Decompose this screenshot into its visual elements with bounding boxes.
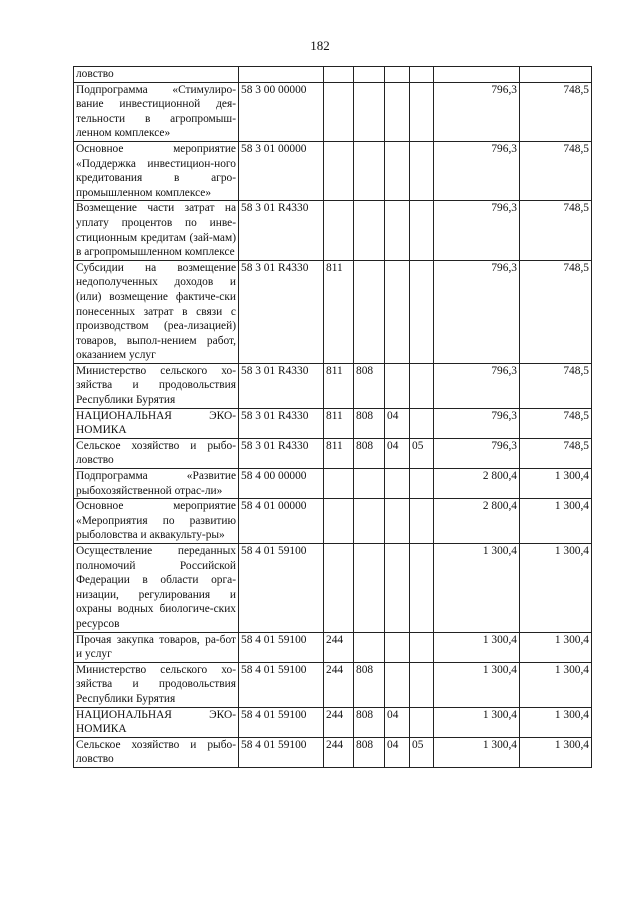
expense-type-cell: 244 — [324, 707, 354, 737]
table-row — [74, 141, 592, 200]
ministry-code-cell: 808 — [354, 438, 385, 468]
name-cell: Сельское хозяйство и рыбо-ловство — [74, 438, 239, 468]
name-cell: Министерство сельского хо-зяйства и продовольствия Республики Бурятия — [74, 363, 239, 408]
subsection-cell — [410, 82, 434, 141]
amount-2-cell: 748,5 — [520, 408, 592, 438]
subsection-cell — [410, 260, 434, 363]
amount-2-cell: 1 300,4 — [520, 737, 592, 767]
section-cell — [385, 260, 410, 363]
table-row — [74, 707, 592, 737]
ministry-code-cell: 808 — [354, 662, 385, 707]
target-code-cell: 58 4 01 59100 — [239, 544, 324, 633]
target-code-cell: 58 4 00 00000 — [239, 469, 324, 499]
section-cell — [385, 499, 410, 544]
ministry-code-cell — [354, 201, 385, 260]
amount-1-cell: 796,3 — [434, 438, 520, 468]
table-row — [74, 469, 592, 499]
name-cell: Основное мероприятие «Мероприятия по развитию рыболовства и аквакульту-ры» — [74, 499, 239, 544]
ministry-code-cell — [354, 141, 385, 200]
ministry-code-cell — [354, 632, 385, 662]
section-cell — [385, 544, 410, 633]
amount-2-cell: 1 300,4 — [520, 707, 592, 737]
subsection-cell — [410, 469, 434, 499]
subsection-cell — [410, 67, 434, 83]
subsection-cell: 05 — [410, 438, 434, 468]
amount-1-cell: 2 800,4 — [434, 469, 520, 499]
amount-1-cell: 796,3 — [434, 141, 520, 200]
expense-type-cell — [324, 201, 354, 260]
ministry-code-cell — [354, 67, 385, 83]
target-code-cell — [239, 67, 324, 83]
table-row — [74, 260, 592, 363]
target-code-cell: 58 3 01 R4330 — [239, 201, 324, 260]
expense-type-cell — [324, 67, 354, 83]
amount-2-cell: 1 300,4 — [520, 662, 592, 707]
amount-2-cell: 1 300,4 — [520, 632, 592, 662]
table-row — [74, 363, 592, 408]
ministry-code-cell — [354, 499, 385, 544]
amount-2-cell: 748,5 — [520, 141, 592, 200]
amount-1-cell: 1 300,4 — [434, 632, 520, 662]
name-cell: Сельское хозяйство и рыбо-ловство — [74, 737, 239, 767]
ministry-code-cell — [354, 544, 385, 633]
table-row — [74, 82, 592, 141]
name-cell: Прочая закупка товаров, ра-бот и услуг — [74, 632, 239, 662]
section-cell — [385, 662, 410, 707]
amount-2-cell: 1 300,4 — [520, 469, 592, 499]
subsection-cell: 05 — [410, 737, 434, 767]
page-number: 182 — [310, 38, 330, 53]
target-code-cell: 58 3 01 R4330 — [239, 260, 324, 363]
target-code-cell: 58 4 01 59100 — [239, 632, 324, 662]
section-cell — [385, 363, 410, 408]
table-row — [74, 499, 592, 544]
table-row — [74, 632, 592, 662]
target-code-cell: 58 4 01 59100 — [239, 662, 324, 707]
name-cell: Подпрограмма «Развитие рыбохозяйственной отрас-ли» — [74, 469, 239, 499]
section-cell: 04 — [385, 737, 410, 767]
target-code-cell: 58 3 00 00000 — [239, 82, 324, 141]
section-cell — [385, 141, 410, 200]
table-row — [74, 438, 592, 468]
name-cell: НАЦИОНАЛЬНАЯ ЭКО-НОМИКА — [74, 408, 239, 438]
section-cell — [385, 201, 410, 260]
subsection-cell — [410, 544, 434, 633]
section-cell — [385, 632, 410, 662]
name-cell: Основное мероприятие «Поддержка инвестицион-ного кредитования в агро-промышленном комплексе» — [74, 141, 239, 200]
ministry-code-cell: 808 — [354, 737, 385, 767]
table-row — [74, 201, 592, 260]
expense-type-cell: 244 — [324, 737, 354, 767]
amount-1-cell: 2 800,4 — [434, 499, 520, 544]
name-cell: Министерство сельского хо-зяйства и продовольствия Республики Бурятия — [74, 662, 239, 707]
section-cell — [385, 82, 410, 141]
name-cell: ловство — [74, 67, 239, 83]
subsection-cell — [410, 707, 434, 737]
subsection-cell — [410, 662, 434, 707]
amount-2-cell: 748,5 — [520, 363, 592, 408]
amount-1-cell: 796,3 — [434, 363, 520, 408]
target-code-cell: 58 3 01 R4330 — [239, 363, 324, 408]
ministry-code-cell: 808 — [354, 408, 385, 438]
ministry-code-cell — [354, 260, 385, 363]
expense-type-cell: 811 — [324, 408, 354, 438]
table-row — [74, 67, 592, 83]
amount-2-cell: 1 300,4 — [520, 544, 592, 633]
table-row — [74, 662, 592, 707]
name-cell: Возмещение части затрат на уплату процентов по инве-стиционным кредитам (зай-мам) в агропромышленном комплексе — [74, 201, 239, 260]
amount-2-cell: 748,5 — [520, 201, 592, 260]
amount-1-cell: 796,3 — [434, 260, 520, 363]
subsection-cell — [410, 408, 434, 438]
ministry-code-cell — [354, 469, 385, 499]
subsection-cell — [410, 363, 434, 408]
table-row — [74, 544, 592, 633]
subsection-cell — [410, 499, 434, 544]
section-cell — [385, 469, 410, 499]
section-cell — [385, 67, 410, 83]
amount-1-cell: 1 300,4 — [434, 544, 520, 633]
amount-1-cell: 1 300,4 — [434, 707, 520, 737]
section-cell: 04 — [385, 408, 410, 438]
amount-1-cell: 1 300,4 — [434, 737, 520, 767]
subsection-cell — [410, 632, 434, 662]
expense-type-cell — [324, 82, 354, 141]
target-code-cell: 58 4 01 00000 — [239, 499, 324, 544]
name-cell: НАЦИОНАЛЬНАЯ ЭКО-НОМИКА — [74, 707, 239, 737]
ministry-code-cell — [354, 82, 385, 141]
name-cell: Субсидии на возмещение недополученных доходов и (или) возмещение фактиче-ски понесенных затрат в связи с производством (реа-лизацией) товаров, выпол-нением работ, оказанием услуг — [74, 260, 239, 363]
amount-1-cell: 1 300,4 — [434, 662, 520, 707]
name-cell: Осуществление переданных полномочий Российской Федерации в области орга-низации, регулирования и охраны водных биологиче-ских ресурсов — [74, 544, 239, 633]
target-code-cell: 58 4 01 59100 — [239, 737, 324, 767]
amount-2-cell: 748,5 — [520, 260, 592, 363]
expense-type-cell — [324, 499, 354, 544]
amount-2-cell: 748,5 — [520, 438, 592, 468]
expense-type-cell: 244 — [324, 662, 354, 707]
target-code-cell: 58 3 01 R4330 — [239, 408, 324, 438]
target-code-cell: 58 3 01 R4330 — [239, 438, 324, 468]
subsection-cell — [410, 141, 434, 200]
expense-type-cell: 244 — [324, 632, 354, 662]
ministry-code-cell: 808 — [354, 363, 385, 408]
expense-type-cell: 811 — [324, 363, 354, 408]
amount-1-cell — [434, 67, 520, 83]
section-cell: 04 — [385, 438, 410, 468]
subsection-cell — [410, 201, 434, 260]
amount-2-cell: 748,5 — [520, 82, 592, 141]
section-cell: 04 — [385, 707, 410, 737]
amount-1-cell: 796,3 — [434, 82, 520, 141]
target-code-cell: 58 3 01 00000 — [239, 141, 324, 200]
expense-type-cell: 811 — [324, 438, 354, 468]
table-row — [74, 408, 592, 438]
amount-1-cell: 796,3 — [434, 408, 520, 438]
amount-2-cell: 1 300,4 — [520, 499, 592, 544]
table-row — [74, 737, 592, 767]
expense-type-cell — [324, 141, 354, 200]
amount-1-cell: 796,3 — [434, 201, 520, 260]
expense-type-cell — [324, 469, 354, 499]
name-cell: Подпрограмма «Стимулиро-вание инвестиционной дея-тельности в агропромыш-ленном комплексе» — [74, 82, 239, 141]
expense-type-cell: 811 — [324, 260, 354, 363]
expense-type-cell — [324, 544, 354, 633]
ministry-code-cell: 808 — [354, 707, 385, 737]
table-body — [74, 67, 592, 768]
budget-table — [73, 66, 592, 768]
target-code-cell: 58 4 01 59100 — [239, 707, 324, 737]
amount-2-cell — [520, 67, 592, 83]
